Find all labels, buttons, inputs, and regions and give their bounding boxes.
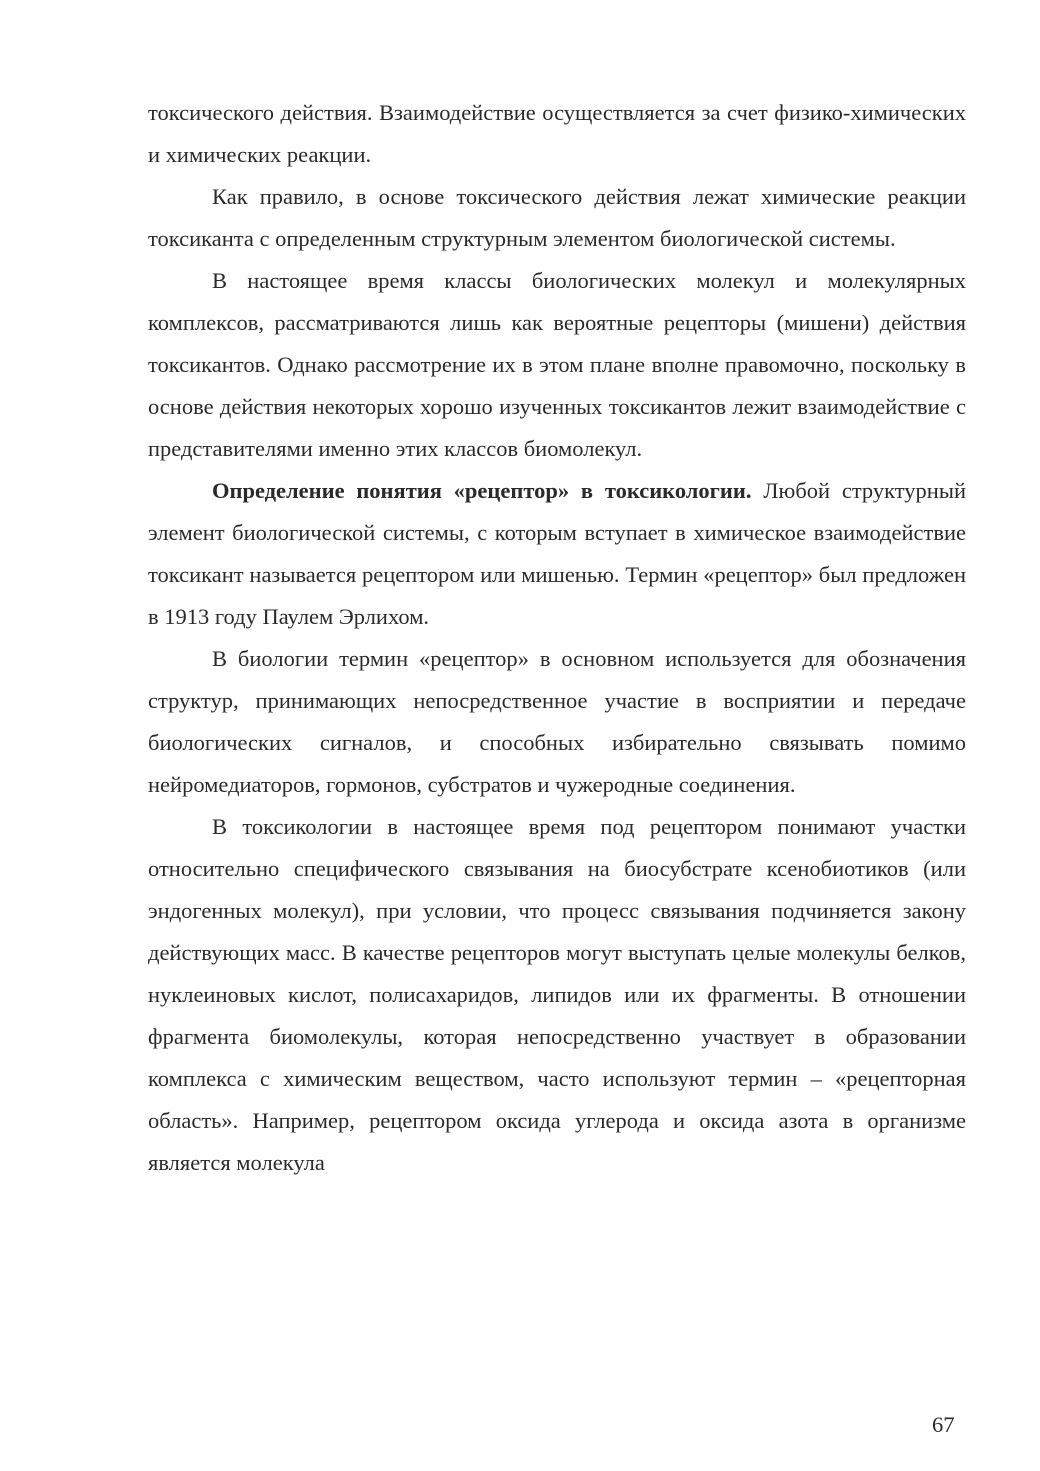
page-number: 67 [932, 1412, 955, 1437]
paragraph-continuation: токсического действия. Взаимодействие осуществляется за счет физико-химических и химических реакции. [148, 100, 966, 167]
receptor-definition-text: Любой структурный элемент биологической системы, с которым вступает в химическое взаимодействие токсикант называется рецептором или мишенью. Термин «рецептор» был предложен в 1913 году Паулем Эрлихом. [148, 478, 967, 629]
paragraph-toxicology-receptor: В токсикологии в настоящее время под рецептором понимают участки относительно специфического связывания на биосубстрате ксенобиотиков (или эндогенных молекул), при условии, что процесс связывания подчиняется закону действующих масс. В качестве рецепторов могут выступать целые молекулы белков, нуклеиновых кислот, полисахаридов, липидов или их фрагменты. В отношении фрагмента биомолекулы, которая непосредственно участвует в образовании комплекса с химическим веществом, часто используют термин – «рецепторная область». Например, рецептором оксида углерода и оксида азота в организме является молекула [148, 814, 966, 1175]
paragraph-biomolecule-classes: В настоящее время классы биологических молекул и молекулярных комплексов, рассматриваются лишь как вероятные рецепторы (мишени) действия токсикантов. Однако рассмотрение их в этом плане вполне правомочно, поскольку в основе действия некоторых хорошо изученных токсикантов лежит взаимодействие с представителями именно этих классов биомолекул. [148, 268, 966, 461]
paragraph-chemical-reactions: Как правило, в основе токсического действия лежат химические реакции токсиканта с определенным структурным элементом биологической системы. [148, 184, 966, 251]
section-heading: Определение понятия «рецептор» в токсикологии. [212, 478, 752, 503]
paragraph-biology-receptor: В биологии термин «рецептор» в основном используется для обозначения структур, принимающих непосредственное участие в восприятии и передаче биологических сигналов, и способных избирательно связывать помимо нейромедиаторов, гормонов, субстратов и чужеродные соединения. [148, 646, 966, 797]
paragraph-receptor-definition [148, 470, 966, 638]
page-body [148, 92, 966, 1184]
